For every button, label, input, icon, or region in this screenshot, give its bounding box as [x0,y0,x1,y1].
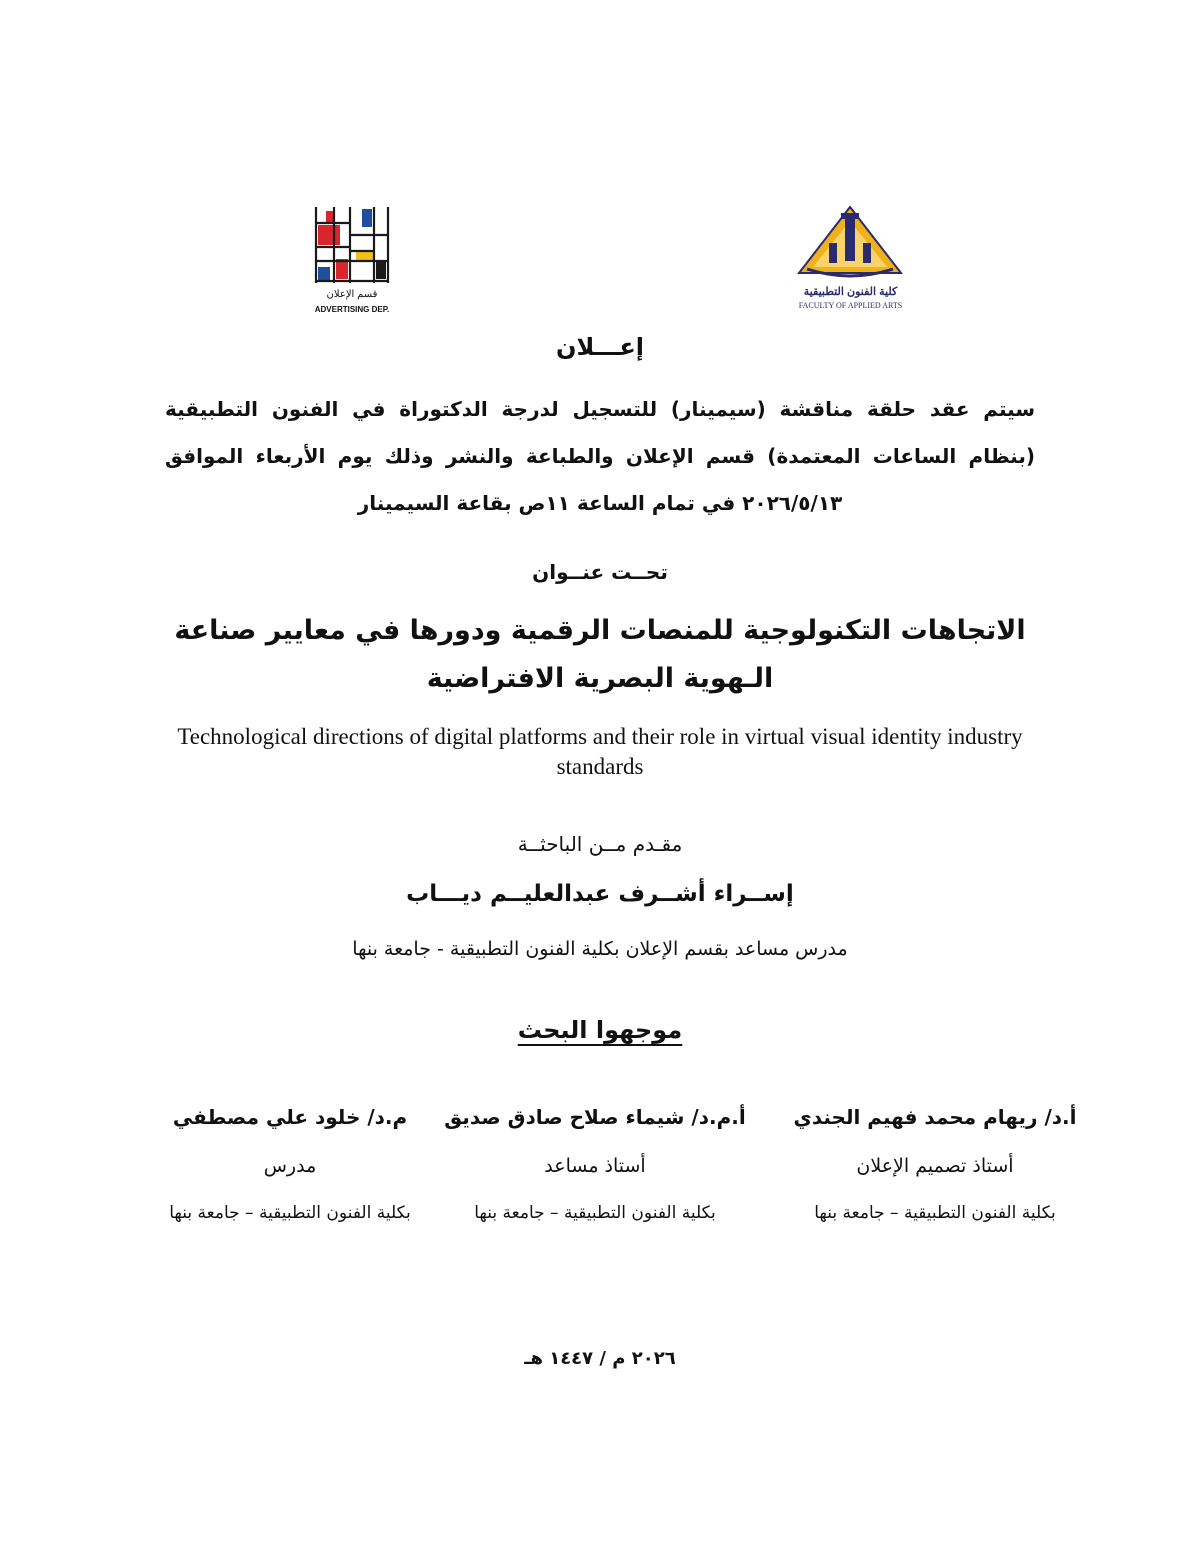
supervisor-affiliation: بكلية الفنون التطبيقية – جامعة بنها [169,1203,411,1223]
thesis-title-arabic: الاتجاهات التكنولوجية للمنصات الرقمية ودورها في معايير صناعة الـهوية البصرية الافتراضية [174,615,1026,694]
supervisor-title: مدرس [263,1155,317,1177]
announcement-paragraph: سيتم عقد حلقة مناقشة (سيمينار) للتسجيل لدرجة الدكتوراة في الفنون التطبيقية (بنظام الساعات المعتمدة) قسم الإعلان والطباعة والنشر وذلك يوم الأربعاء الموافق ٢٠٢٦/٥/١٣ في تمام الساعة ١١ص بقاعة السيمينار [165,397,1035,515]
faculty-logo-emblem-icon [793,203,908,281]
supervisor-title: أستاذ تصميم الإعلان [856,1155,1014,1177]
researcher-role: مدرس مساعد بقسم الإعلان بكلية الفنون التطبيقية - جامعة بنها [352,938,848,960]
supervisor-name: أ.م.د/ شيماء صلاح صادق صديق [444,1105,746,1129]
supervisor-title: أستاذ مساعد [544,1155,646,1177]
advertising-logo-caption-ar: قسم الإعلان [326,289,378,300]
supervisor-card [775,1105,1095,1223]
supervisor-affiliation: بكلية الفنون التطبيقية – جامعة بنها [814,1203,1056,1223]
faculty-logo-caption-ar: كلية الفنون التطبيقية [803,286,898,298]
footer-date: ٢٠٢٦ م / ١٤٤٧ هـ [524,1348,676,1369]
under-title-label: تحــت عنــوان [532,560,668,584]
supervisor-card [130,1105,450,1223]
advertising-logo-mark-icon [312,205,392,285]
supervisor-name: م.د/ خلود علي مصطفي [172,1105,408,1129]
supervisor-card [435,1105,755,1223]
announcement-title: إعـــلان [556,333,644,361]
researcher-name: إســراء أشــرف عبدالعليــم ديـــاب [406,881,794,907]
presented-by-label: مقـدم مــن الباحثــة [517,832,683,856]
thesis-title-english: Technological directions of digital platforms and their role in virtual visual identity industry standards [177,724,1023,779]
advertising-department-logo [312,205,392,315]
advertising-logo-caption-en: ADVERTISING DEP. [314,305,390,314]
supervisors-heading: موجهوا البحث [517,1016,683,1044]
faculty-logo-caption-en: FACULTY OF APPLIED ARTS [798,301,903,310]
supervisor-name: أ.د/ ريهام محمد فهيم الجندي [793,1105,1077,1129]
faculty-of-applied-arts-logo [793,203,908,315]
supervisor-affiliation: بكلية الفنون التطبيقية – جامعة بنها [474,1203,716,1223]
